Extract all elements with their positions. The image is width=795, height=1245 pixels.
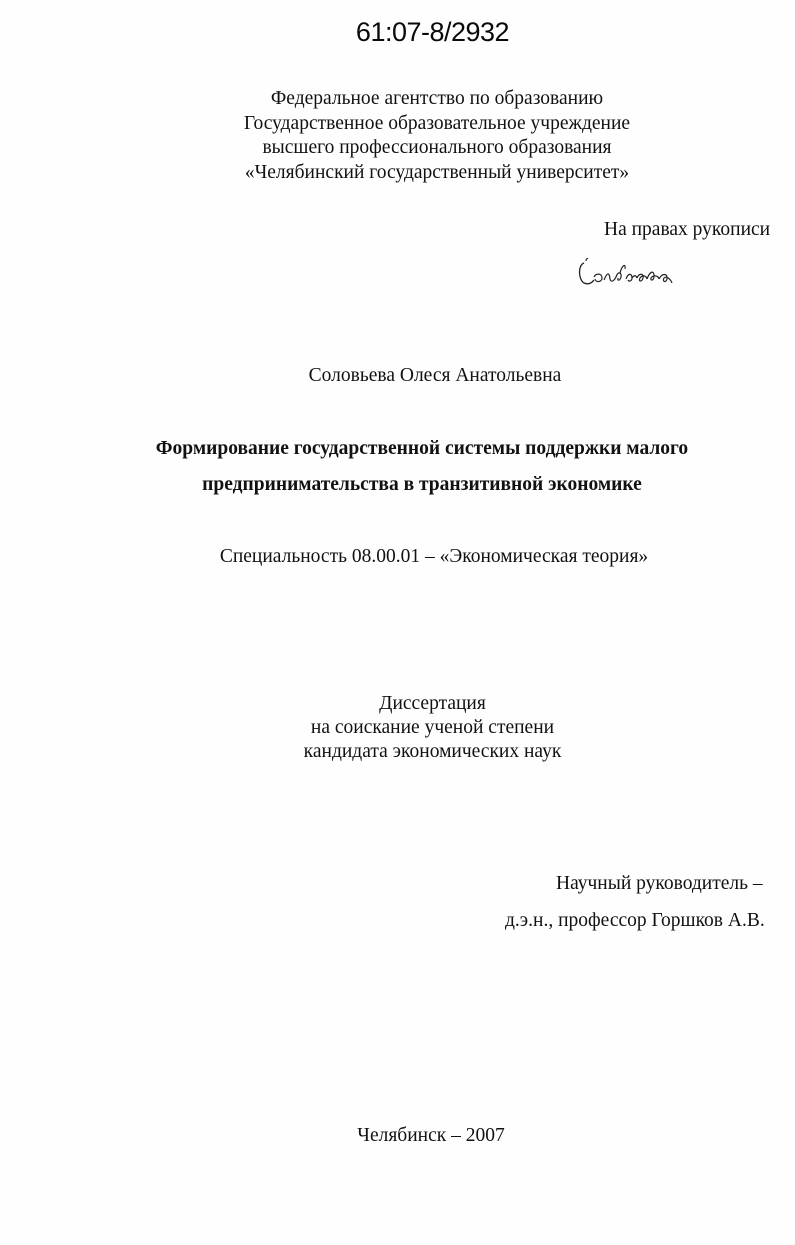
specialty-line: Специальность 08.00.01 – «Экономическая теория»	[219, 546, 649, 567]
degree-line: на соискание ученой степени	[310, 717, 555, 738]
degree-statement	[0, 692, 795, 764]
dissertation-title-line: предпринимательства в транзитивной экономике	[202, 474, 642, 495]
organization-line: Федеральное агентство по образованию	[270, 88, 604, 109]
catalog-number: 61:07-8/2932	[355, 17, 510, 47]
dissertation-title-line: Формирование государственной системы поддержки малого	[155, 438, 689, 459]
organization-line: «Челябинский государственный университет»	[244, 161, 630, 183]
degree-line: кандидата экономических наук	[303, 741, 562, 762]
organization-line: Государственное образовательное учреждение	[243, 112, 631, 134]
organization-header	[0, 87, 795, 185]
handwritten-signature	[574, 253, 684, 291]
organization-line: высшего профессионального образования	[262, 137, 612, 158]
degree-line: Диссертация	[379, 693, 486, 714]
supervisor-label: Научный руководитель –	[556, 873, 763, 894]
supervisor-name: д.э.н., профессор Горшков А.В.	[505, 910, 765, 931]
author-name: Соловьева Олеся Анатольевна	[308, 365, 562, 386]
manuscript-rights: На правах рукописи	[604, 219, 771, 240]
city-year: Челябинск – 2007	[357, 1125, 505, 1146]
